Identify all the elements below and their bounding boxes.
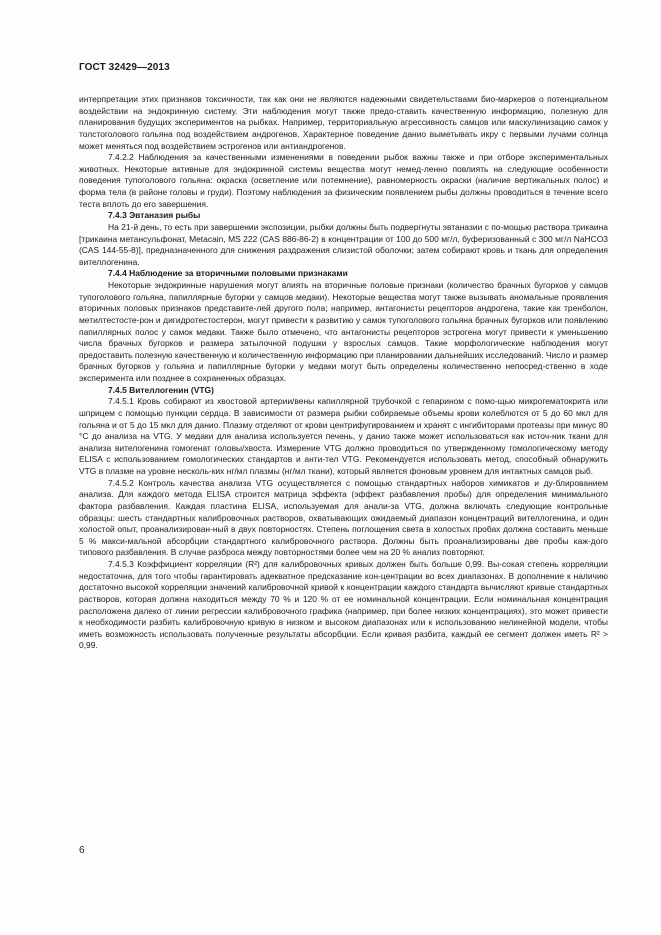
document-header: ГОСТ 32429—2013 xyxy=(79,62,170,73)
paragraph-euthanasia: На 21-й день, то есть при завершении экспозиции, рыбки должны быть подвергнуты эвтаназии с по-мощью раствора трикаина [трикаина метансульфонат, Metacain, MS 222 (CAS 886-86-2) в концентрации от 100 до 500 мг/л, буферизованный с 300 мг/л NaHCO3 (CAS 144-55-8)], предназначенного для снижения раздражения слизистой оболочки; затем собирают кровь и ткань для определения вителлогенина. xyxy=(79,221,608,267)
paragraph-7-4-2-2: 7.4.2.2 Наблюдения за качественными изменениями в поведении рыбок важны также и при отборе экспериментальных животных. Некоторые активные для эндокринной системы вещества могут немед-ленно повлиять на следующие особенности поведения тупоголового гольяна: окраска (осветление или потемнение), равномерность окраски (наличие вертикальных полос) и форма тела (в районе головы и груди). Поэтому наблюдения за физическим появлением рыбы должны проводиться в течение всего теста вплоть до его завершения. xyxy=(79,152,608,209)
paragraph-7-4-5-2: 7.4.5.2 Контроль качества анализа VTG осуществляется с помощью стандартных наборов химикатов и ду-блированием анализа. Для каждого метода ELISA строится матрица эффекта (эффект разбавления пробы) для определения минимального фактора разбавления. Каждая пластина ELISA, используемая для анали-за VTG, должна включать следующие контрольные образцы: шесть стандартных калибровочных растворов, охватывающих ожидаемый диапазон концентраций вителлогенина, и один холостой опыт, проанализирован-ный в двух повторностях. Степень поглощения света в холостых пробах должна составить меньше 5 % макси-мальной абсорбции стандартного калибровочного раствора. Должны быть проанализированы две пробы каж-дого типового разбавления. В случае разброса между повторностями более чем на 20 % анализ повторяют. xyxy=(79,477,608,558)
section-heading-7-4-3: 7.4.3 Эвтаназия рыбы xyxy=(108,210,201,221)
paragraph-secondary-sex-characteristics: Некоторые эндокринные нарушения могут влиять на вторичные половые признаки (количество брачных бугорков у самцов тупоголового гольяна, папиллярные бугорки у самцов медаки). Некоторые вещества могут также вызывать аномальные проявления вторичных половых признаков представите-лей другого пола; например, антагонисты рецепторов андрогена, такие как тренболон, метилтестосте-рон и дигидротестостерон, могут привести к развитию у самок тупоголового гольяна брачных бугорков или появлению папиллярных полос у самок медаки. Также было отмечено, что антагонисты рецепторов эстрогена могут привести к уменьшению числа брачных бугорков и размера затылочной подушки у взрослых самцов. Такие морфологические наблюдения могут предоставить полезную качественную и количественную информацию при планировании дальнейших исследований. Число и размер брачных бугорков у гольяна и папиллярные бугорки у медаки могут быть определены количественно непосред-ственно в ходе эксперимента или позднее в сохраненных образцах. xyxy=(79,280,608,383)
document-body xyxy=(79,94,608,652)
paragraph-7-4-5-3: 7.4.5.3 Коэффициент корреляции (R²) для калибровочных кривых должен быть больше 0,99. Вы-сокая степень корреляции недостаточна, для того чтобы гарантировать адекватное предсказание кон-центрации во всех диапазонах. В дополнение к наличию достаточно высокой корреляции значений калибровочной кривой к концентрации каждого стандарта вычисляют кривые стандартных растворов, которая должна находиться между 70 % и 120 % от ее номинальной концентрации. Если номинальная концентрация расположена далеко от линии регрессии калибровочного графика (например, при более низких концентрациях), это может привести к необходимости разбить калибровочную кривую в низком и высоком диапазонах или к использованию нелинейной модели, чтобы иметь возможность использовать полученные результаты абсорбции. Если кривая разбита, каждый ее сегмент должен иметь R² > 0,99. xyxy=(79,559,608,651)
section-heading-7-4-4: 7.4.4 Наблюдение за вторичными половыми признаками xyxy=(108,268,348,279)
paragraph-continuation: интерпретации этих признаков токсичности, так как они не являются надежными свидетельствами био-маркеров о потенциальном воздействии на эндокринную систему. Эти наблюдения могут также предо-ставить качественную информацию, полезную для планирования будущих экспериментов на рыбках. Например, территориальную агрессивность самцов или маскулинизацию самок у толстоголового гольяна под воздействием андрогенов. Характерное поведение данио выметывать икру с первыми лучами солнца может меняться под воздействием эстрогенов или антиандрогенов. xyxy=(79,94,608,151)
page-number: 6 xyxy=(79,845,85,856)
section-heading-7-4-5: 7.4.5 Вителлогенин (VTG) xyxy=(108,384,214,395)
paragraph-7-4-5-1: 7.4.5.1 Кровь собирают из хвостовой артерии/вены капиллярной трубочкой с гепарином с помо-щью микрогематокрита или шприцем с помощью пункции сердца. В зависимости от размера рыбки собираемые объемы крови колеблются от 5 до 60 мкл для гольяна и от 5 до 15 мкл для данио. Плазму отделяют от крови центрифугированием и хранят с ингибиторами протеазы при минус 80 °С до анализа на VTG. У медаки для анализа используется печень, у данио также может использоваться как источ-ник ткани для анализа вителогенина гомогенат головы/хвоста. Измерение VTG должно проводиться по утвержденному гомологическому методу ELISA с использованием гомологических стандартов и анти-тел VTG. Рекомендуется использовать метод, способный обнаружить VTG в плазме на уровне несколь-ких нг/мл плазмы (нг/мл ткани), который является фоновым уровнем для интактных самцов рыб. xyxy=(79,396,608,476)
